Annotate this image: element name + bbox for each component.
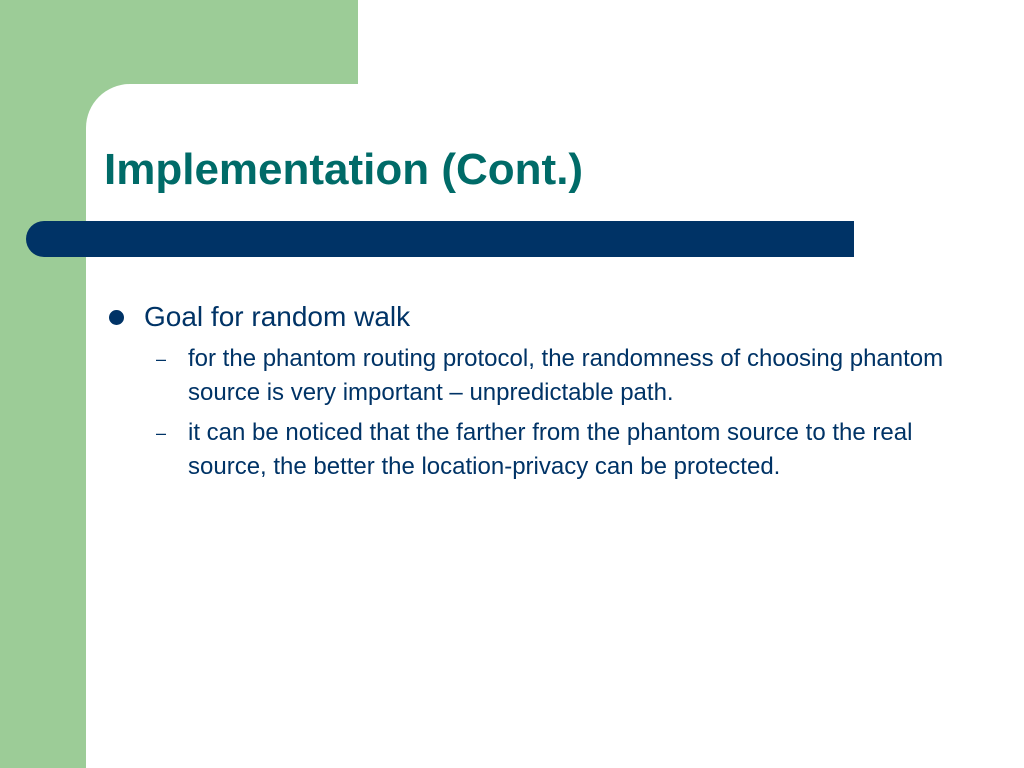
dash-marker: – <box>156 349 167 369</box>
slide-body <box>104 296 964 490</box>
bullet-item <box>104 296 964 338</box>
bullet-dot-icon <box>109 310 124 325</box>
sub-bullet-list <box>104 342 964 484</box>
bullet-text: Goal for random walk <box>144 301 411 332</box>
sub-bullet-text: for the phantom routing protocol, the randomness of choosing phantom source is very important – unpredictable path. <box>188 345 944 406</box>
sub-bullet-text: it can be noticed that the farther from the phantom source to the real source, the better the location-privacy can be protected. <box>188 419 913 480</box>
title-underline-bar <box>26 221 854 257</box>
dash-marker: – <box>156 423 167 443</box>
sub-bullet-item <box>156 342 953 410</box>
sub-bullet-item <box>156 416 953 484</box>
slide-title: Implementation (Cont.) <box>104 145 584 194</box>
